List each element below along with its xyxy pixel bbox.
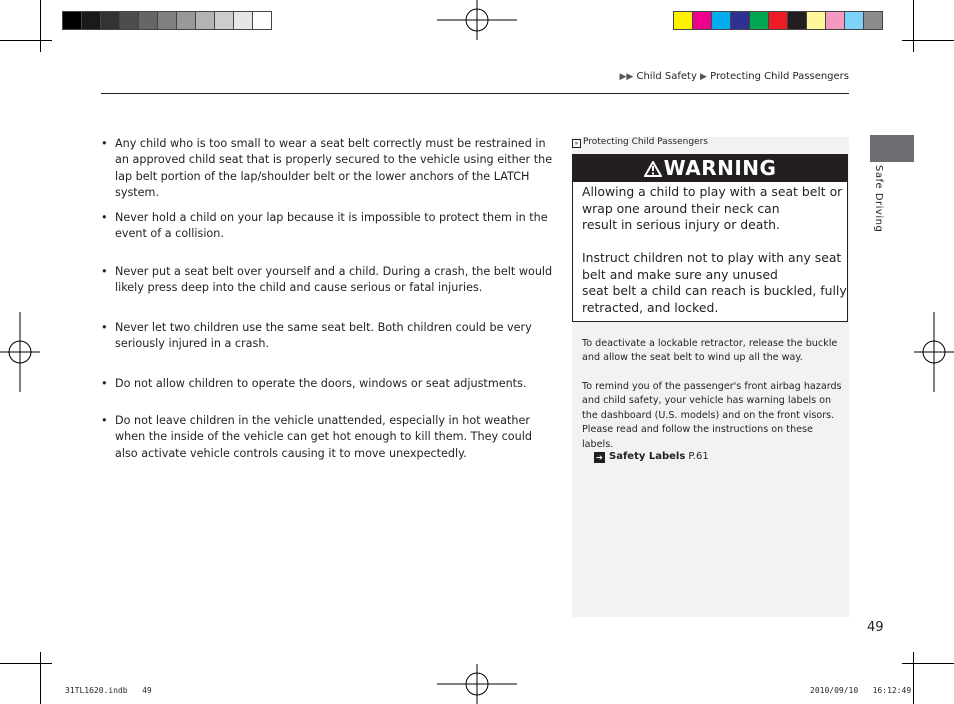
list-item-text: Any child who is too small to wear a seat belt correctly must be restrained in an approved child seat that is properly secured to the vehicle using either the lap belt portion of the lap/shoulder belt or the lower anchors of the LATCH system. [115,137,553,200]
safety-labels-link[interactable] [594,451,709,463]
warning-line: result in serious injury or death. [582,217,780,233]
gray-color-bar [62,11,271,30]
note-retractor: To deactivate a lockable retractor, release the buckle and allow the seat belt to wind up all the way. [582,338,838,364]
breadcrumb-item-child-safety[interactable]: Child Safety [636,71,697,82]
warning-paragraph-2 [582,250,847,316]
color-swatch [730,11,750,30]
warning-line: retracted, and locked. [582,299,719,315]
list-item [101,413,556,462]
color-swatch [252,11,272,30]
sidebar-heading [572,137,708,148]
color-swatch [749,11,769,30]
reference-icon: » [572,139,581,148]
section-tab [870,135,914,162]
warning-triangle-icon [644,161,662,177]
list-item-text: Do not leave children in the vehicle unattended, especially in hot weather when the inside of the vehicle can get hot enough to kill them. They could also activate vehicle controls causing it to move unexpectedly. [115,414,532,460]
list-item [101,210,556,243]
color-swatch [825,11,845,30]
color-swatch [673,11,693,30]
list-item [101,320,556,353]
list-item [101,376,556,392]
list-item-text: Never hold a child on your lap because it is impossible to protect them in the event of a collision. [115,211,548,241]
warning-line: Instruct children not to play with any seat [582,250,842,265]
color-swatch [81,11,101,30]
color-swatch [806,11,826,30]
color-swatch [62,11,82,30]
warning-line: wrap one around their neck can [582,200,780,216]
color-swatch [100,11,120,30]
sidebar-heading-text: Protecting Child Passengers [583,137,708,147]
color-swatch [692,11,712,30]
section-tab-label: Safe Driving [873,165,884,233]
breadcrumb-item-current: Protecting Child Passengers [710,71,849,82]
breadcrumb-arrow-icon: ▶ [700,72,707,82]
color-swatch [844,11,864,30]
bullet-icon: • [101,414,108,427]
warning-line: belt and make sure any unused [582,266,778,282]
breadcrumb [619,71,849,82]
list-item-text: Never put a seat belt over yourself and a child. During a crash, the belt would likely press deep into the child and cause serious or fatal injuries. [115,265,553,295]
warning-box [572,154,848,322]
warning-title: WARNING [663,156,777,180]
process-color-bar [673,11,882,30]
warning-line: seat belt a child can reach is buckled, fully [582,283,847,299]
bullet-icon: • [101,377,108,390]
color-swatch [119,11,139,30]
registration-mark-top [437,0,517,40]
color-swatch [176,11,196,30]
bullet-icon: • [101,137,108,150]
footer-timestamp: 2010/09/10 16:12:49 [810,686,912,695]
note-warning-labels: To remind you of the passenger's front airbag hazards and child safety, your vehicle has warning labels on the dashboard (U.S. models) and on the front visors. Please read and follow the instructions on these labels. [582,381,842,450]
bullet-icon: • [101,265,108,278]
color-swatch [787,11,807,30]
color-swatch [768,11,788,30]
bullet-icon: • [101,321,108,334]
page-reference-icon: ➔ [594,452,605,463]
header-divider [101,93,849,94]
registration-mark-right [914,312,954,392]
breadcrumb-arrow-icon: ▶▶ [619,72,634,82]
color-swatch [214,11,234,30]
color-swatch [863,11,883,30]
link-label[interactable]: Safety Labels [609,451,686,462]
warning-header [573,155,847,182]
warning-paragraph-1 [582,184,844,234]
color-swatch [711,11,731,30]
color-swatch [233,11,253,30]
list-item [101,264,556,297]
color-swatch [195,11,215,30]
bullet-icon: • [101,211,108,224]
list-item [101,136,556,202]
list-item-text: Never let two children use the same seat belt. Both children could be very seriously injured in a crash. [115,321,532,351]
color-swatch [138,11,158,30]
footer-file-info: 31TL1620.indb 49 [65,686,152,695]
list-item-text: Do not allow children to operate the doors, windows or seat adjustments. [115,377,527,390]
color-swatch [157,11,177,30]
link-page: P.61 [688,451,709,462]
registration-mark-bottom [437,664,517,704]
registration-mark-left [0,312,40,392]
page-number: 49 [867,620,884,635]
warning-line: Allowing a child to play with a seat belt or [582,184,843,199]
